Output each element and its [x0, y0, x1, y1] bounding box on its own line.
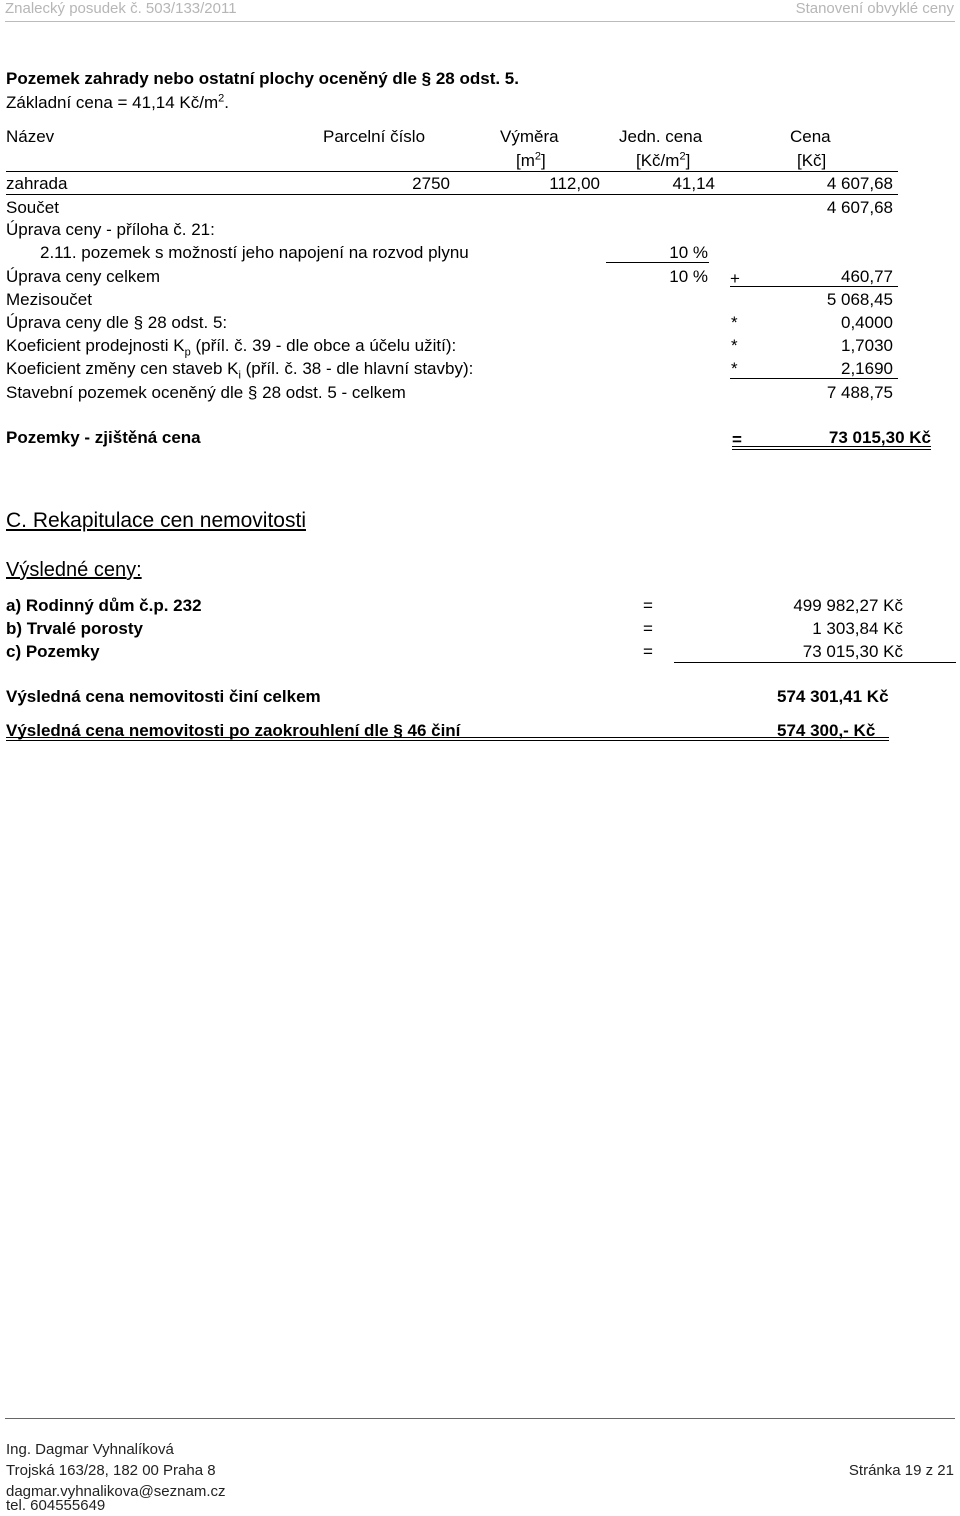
- adjustment-total-op: +: [730, 269, 740, 288]
- adjustment-total-pct: 10 %: [669, 267, 708, 286]
- adjustment-item-label: 2.11. pozemek s možností jeho napojení na rozvod plynu: [40, 243, 469, 262]
- col-area-unit-a: [m: [516, 151, 535, 170]
- adjustment-label: Úprava ceny - příloha č. 21:: [6, 220, 215, 239]
- kp-label-a: Koeficient prodejnosti K: [6, 336, 185, 355]
- recap-item-label: b) Trvalé porosty: [6, 619, 143, 638]
- adjustment-28-value: 0,4000: [841, 313, 893, 332]
- col-unit-price-unit-sup: 2: [679, 150, 686, 163]
- adjustment-28-op: *: [731, 313, 738, 332]
- kp-label-b: (příl. č. 39 - dle obce a účelu užití):: [190, 336, 457, 355]
- adjustment-28-label: Úprava ceny dle § 28 odst. 5:: [6, 313, 228, 332]
- ki-value: 2,1690: [841, 359, 893, 378]
- row-price: 4 607,68: [826, 174, 893, 193]
- section-title: Pozemek zahrady nebo ostatní plochy oceněný dle § 28 odst. 5.: [6, 69, 519, 88]
- found-price-rule-1: [732, 446, 931, 447]
- recap-item-label: a) Rodinný dům č.p. 232: [6, 596, 202, 615]
- sum-value: 4 607,68: [826, 198, 893, 217]
- recap-item-label: c) Pozemky: [6, 642, 100, 661]
- adjustment-total-rule: [730, 286, 898, 287]
- adjustment-item-value: 10 %: [669, 243, 708, 262]
- col-unit-price-unit-a: [Kč/m: [636, 151, 680, 170]
- footer-phone: tel. 604555649: [6, 1497, 106, 1514]
- adjustment-total-label: Úprava ceny celkem: [6, 267, 161, 286]
- kp-op: *: [731, 336, 738, 355]
- recap-rounded-rule-1: [6, 737, 889, 738]
- base-price-end: .: [224, 93, 230, 112]
- recap-total-label: Výsledná cena nemovitosti činí celkem: [6, 687, 321, 706]
- ki-rule: [730, 378, 898, 379]
- recap-rounded-label: Výsledná cena nemovitosti po zaokrouhlení dle § 46 činí: [6, 721, 461, 740]
- adjustment-item-rule: [606, 262, 709, 263]
- col-unit-price-unit: [636, 152, 690, 169]
- found-price-op: =: [732, 430, 742, 449]
- base-price-label: Základní cena = 41,14 Kč/m: [6, 93, 219, 112]
- footer-email: dagmar.vyhnalikova@seznam.cz: [6, 1483, 226, 1500]
- base-price-sup: 2: [218, 92, 225, 105]
- kp-label: [6, 336, 457, 359]
- recap-item-value: 73 015,30 Kč: [802, 642, 903, 661]
- kp-sub: p: [184, 346, 191, 359]
- base-price: [6, 94, 229, 111]
- ki-label: [6, 359, 474, 382]
- recap-item-value: 499 982,27 Kč: [793, 596, 903, 615]
- subtotal-value: 5 068,45: [826, 290, 893, 309]
- adjustment-total-value: 460,77: [841, 267, 893, 286]
- sum-label: Součet: [6, 198, 59, 217]
- found-price-value: 73 015,30 Kč: [828, 428, 931, 447]
- land-total-label: Stavební pozemek oceněný dle § 28 odst. 5 - celkem: [6, 383, 406, 402]
- recap-rounded-rule-2: [6, 740, 889, 741]
- found-price-label: Pozemky - zjištěná cena: [6, 428, 201, 447]
- col-unit-price-unit-b: ]: [685, 151, 691, 170]
- recap-item-value: 1 303,84 Kč: [812, 619, 903, 638]
- recap-rounded-value: 574 300,- Kč: [777, 721, 876, 740]
- recap-heading: C. Rekapitulace cen nemovitosti: [6, 509, 306, 532]
- col-price-header: Cena: [790, 127, 831, 146]
- kp-value: 1,7030: [841, 336, 893, 355]
- ki-op: *: [731, 359, 738, 378]
- row-name: zahrada: [6, 174, 68, 193]
- col-area-unit: [516, 152, 546, 169]
- col-parcel-header: Parcelní číslo: [323, 127, 426, 146]
- col-area-unit-b: ]: [541, 151, 546, 170]
- col-price-unit: [Kč]: [797, 151, 827, 170]
- table-header-rule: [6, 171, 898, 172]
- col-area-unit-sup: 2: [534, 150, 542, 163]
- header-document-id: Znalecký posudek č. 503/133/2011: [5, 0, 237, 17]
- row-area: 112,00: [549, 174, 600, 193]
- ki-label-a: Koeficient změny cen staveb K: [6, 359, 239, 378]
- col-name-header: Název: [6, 127, 55, 146]
- col-unit-price-header: Jedn. cena: [619, 127, 703, 146]
- table-row-rule: [6, 194, 898, 195]
- header-rule: [5, 21, 955, 22]
- recap-item-op: =: [643, 642, 653, 661]
- found-price-rule-2: [732, 449, 931, 450]
- recap-subheading: Výsledné ceny:: [6, 559, 142, 581]
- recap-total-value: 574 301,41 Kč: [777, 687, 889, 706]
- land-total-value: 7 488,75: [826, 383, 893, 402]
- footer-address: Trojská 163/28, 182 00 Praha 8: [6, 1462, 216, 1479]
- recap-items-rule: [674, 662, 956, 663]
- header-section-name: Stanovení obvyklé ceny: [795, 0, 954, 17]
- ki-label-b: (příl. č. 38 - dle hlavní stavby):: [240, 359, 474, 378]
- subtotal-label: Mezisoučet: [6, 290, 92, 309]
- footer-page-number: Stránka 19 z 21: [848, 1462, 954, 1479]
- col-area-header: Výměra: [500, 127, 559, 146]
- recap-item-op: =: [643, 596, 653, 615]
- footer-rule: [5, 1418, 955, 1419]
- footer-name: Ing. Dagmar Vyhnalíková: [6, 1441, 174, 1458]
- ki-sub: i: [238, 369, 241, 382]
- row-unit-price: 41,14: [672, 174, 715, 193]
- row-parcel: 2750: [412, 174, 450, 193]
- recap-item-op: =: [643, 619, 653, 638]
